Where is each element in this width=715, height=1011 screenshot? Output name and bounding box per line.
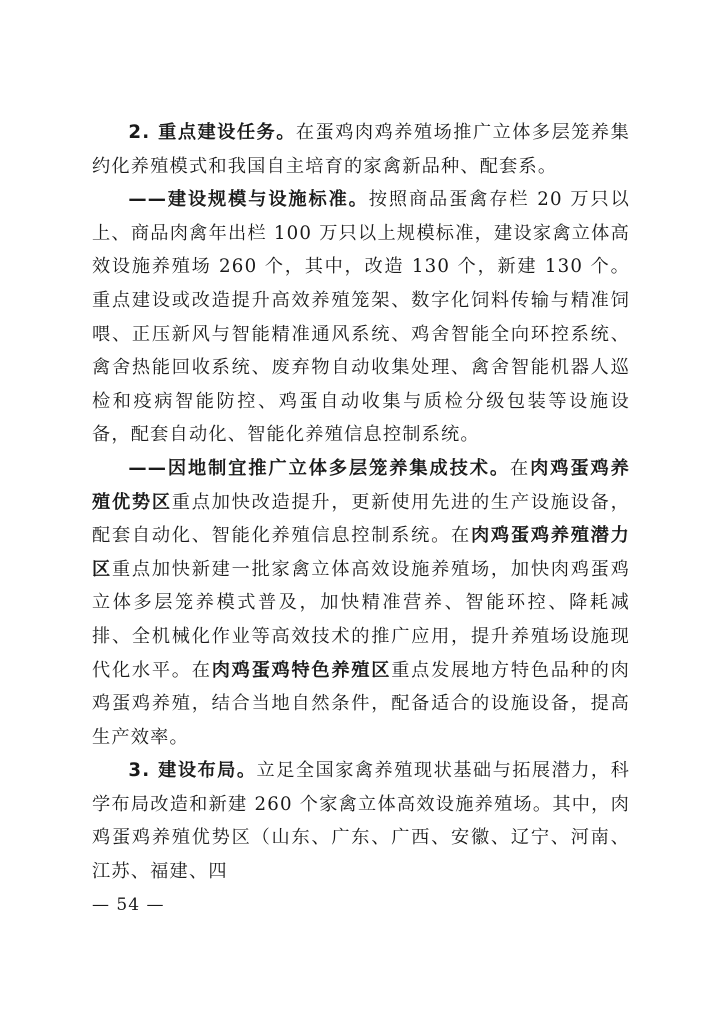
paragraph-tasks xyxy=(92,116,630,183)
heading-tasks: 2. 重点建设任务。 xyxy=(128,122,296,143)
region-advantage: 肉鸡蛋鸡养殖优势区 xyxy=(92,457,630,513)
document-body xyxy=(92,116,630,889)
paragraph-text: 在 xyxy=(509,457,531,479)
paragraph-scale xyxy=(92,183,630,452)
heading-layout: 3. 建设布局。 xyxy=(128,760,257,782)
paragraph-text: 重点发展地方特色品种的肉鸡蛋鸡养殖，结合当地自然条件，配备适合的设施设备，提高生产效率。 xyxy=(92,659,630,748)
region-potential: 肉鸡蛋鸡养殖潜力区 xyxy=(92,525,630,580)
paragraph-text: 在蛋鸡肉鸡养殖场推广立体多层笼养集约化养殖模式和我国自主培育的家禽新品种、配套系。 xyxy=(92,122,630,177)
paragraph-text: 按照商品蛋禽存栏 20 万只以上、商品肉禽年出栏 100 万只以上规模标准，建设家禽立体高效设施养殖场 260 个，其中，改造 130 个，新建 130 个。重点建设或改造提升高效养殖笼架、数字化饲料传输与精准饲喂、正压新风与智能精准通风系统、鸡舍智能全向环控系统、禽舍热能回收系统、废弃物自动收集处理、禽舍智能机器人巡检和疫病智能防控、鸡蛋自动收集与质检分级包装等设施设备，配套自动化、智能化养殖信息控制系统。 xyxy=(92,189,630,446)
region-specialty: 肉鸡蛋鸡特色养殖区 xyxy=(211,659,392,681)
paragraph-text: 重点加快新建一批家禽立体高效设施养殖场，加快肉鸡蛋鸡立体多层笼养模式普及，加快精准营养、智能环控、降耗减排、全机械化作业等高效技术的推广应用，提升养殖场设施现代化水平。在 xyxy=(92,558,631,681)
paragraph-text: 立足全国家禽养殖现状基础与拓展潜力，科学布局改造和新建 260 个家禽立体高效设施养殖场。其中，肉鸡蛋鸡养殖优势区（山东、广东、广西、安徽、辽宁、河南、江苏、福建、四 xyxy=(92,760,630,883)
paragraph-layout xyxy=(92,754,630,888)
paragraph-text: 重点加快改造提升，更新使用先进的生产设施设备，配套自动化、智能化养殖信息控制系统。在 xyxy=(92,491,630,547)
heading-technology: ——因地制宜推广立体多层笼养集成技术。 xyxy=(128,457,510,479)
heading-scale: ——建设规模与设施标准。 xyxy=(128,189,369,211)
paragraph-technology xyxy=(92,452,630,754)
page-number: — 54 — xyxy=(92,895,165,915)
